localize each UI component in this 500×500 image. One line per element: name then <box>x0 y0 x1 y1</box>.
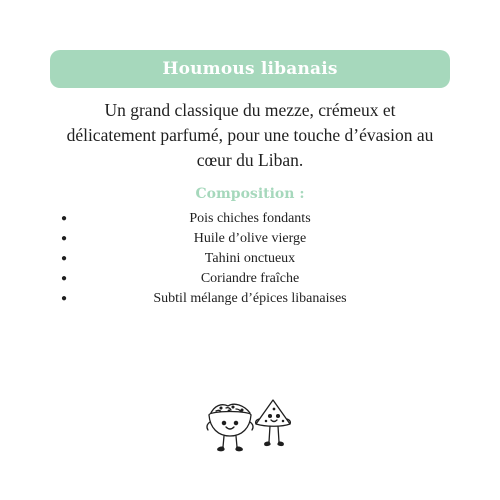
list-item <box>50 269 450 289</box>
ingredient-list <box>50 209 450 309</box>
list-item <box>50 209 450 229</box>
description-text: Un grand classique du mezze, crémeux et délicatement parfumé, pour une touche d’évasion au cœur du Liban. <box>66 100 434 170</box>
ingredient-label: Huile d’olive vierge <box>193 231 307 246</box>
bullet-icon: ● <box>61 293 68 304</box>
composition-heading: Composition : <box>195 186 305 202</box>
pita-chip-character-icon <box>256 400 291 445</box>
title-banner <box>50 50 450 88</box>
bullet-icon: ● <box>61 233 68 244</box>
hummus-bowl-character-icon <box>207 404 253 450</box>
ingredient-label: Coriandre fraîche <box>200 271 300 286</box>
illustration <box>204 396 296 456</box>
bullet-icon: ● <box>61 213 68 224</box>
ingredient-label: Subtil mélange d’épices libanaises <box>153 291 347 306</box>
list-item <box>50 249 450 269</box>
bullet-icon: ● <box>61 273 68 284</box>
list-item <box>50 289 450 309</box>
bullet-icon: ● <box>61 253 68 264</box>
ingredient-label: Tahini onctueux <box>204 251 296 266</box>
ingredient-label: Pois chiches fondants <box>189 211 311 226</box>
list-item <box>50 229 450 249</box>
page-title: Houmous libanais <box>162 59 338 79</box>
